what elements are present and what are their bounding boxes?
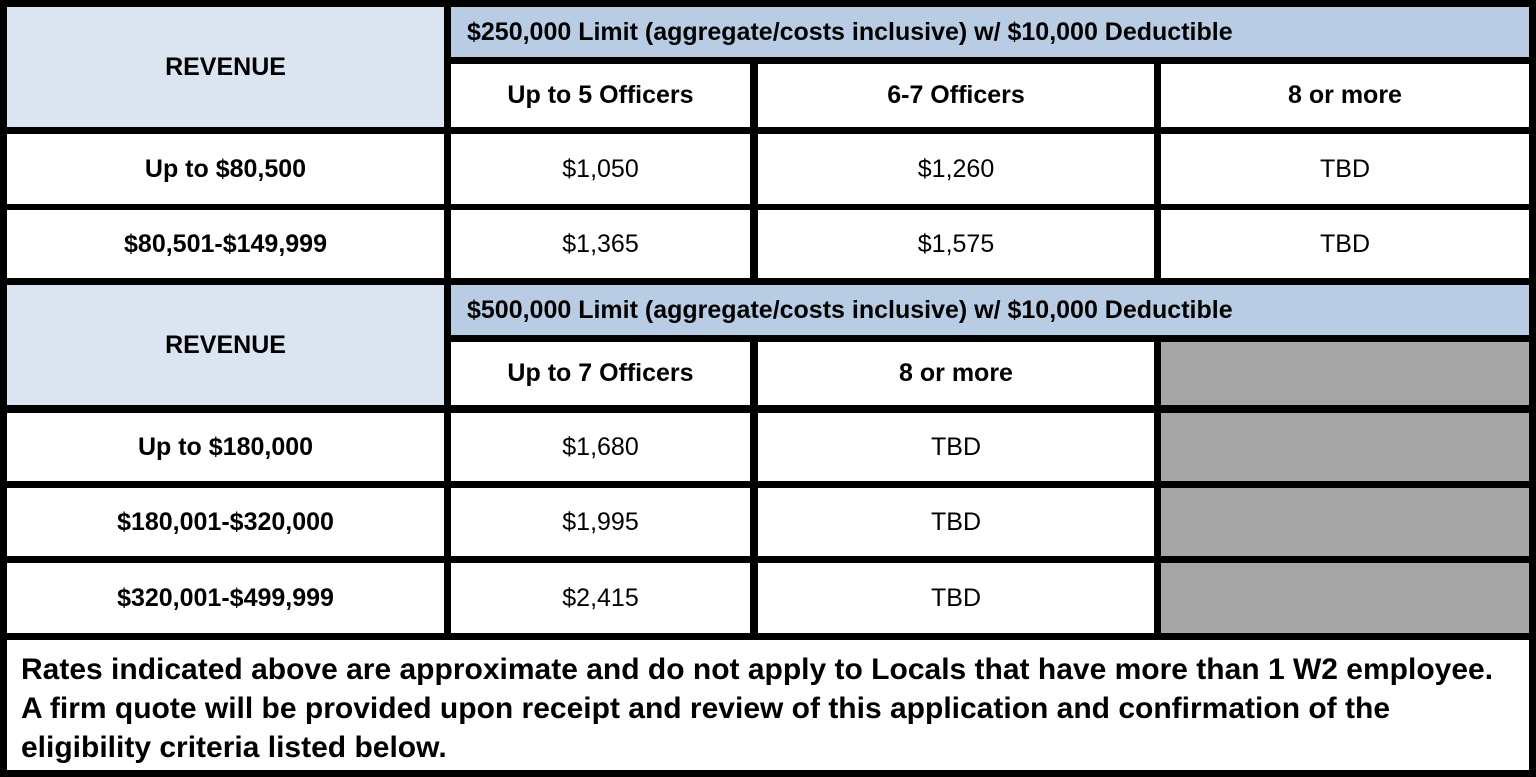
rate-cell: $1,050	[451, 134, 750, 204]
empty-grey-cell	[1161, 342, 1529, 405]
empty-grey-cell	[1161, 488, 1529, 556]
column-header-8-or-more: 8 or more	[758, 342, 1154, 405]
empty-grey-cell	[1161, 563, 1529, 633]
rate-cell: $1,365	[451, 210, 750, 278]
revenue-cell: Up to $80,500	[7, 134, 444, 204]
rate-cell: TBD	[1161, 210, 1529, 278]
revenue-header-2: REVENUE	[7, 285, 444, 405]
rate-cell: TBD	[758, 488, 1154, 556]
rate-cell: TBD	[758, 413, 1154, 481]
limit-header-500k: $500,000 Limit (aggregate/costs inclusive) w/ $10,000 Deductible	[451, 285, 1529, 335]
revenue-cell: $80,501-$149,999	[7, 210, 444, 278]
rate-cell: $1,260	[758, 134, 1154, 204]
footnote: Rates indicated above are approximate and do not apply to Locals that have more than 1 W2 employee. A firm quote will be provided upon receipt and review of this application and confirmation of the eligibility criteria listed below.	[7, 640, 1529, 770]
column-header-up-to-5-officers: Up to 5 Officers	[451, 64, 750, 127]
revenue-header-1: REVENUE	[7, 7, 444, 127]
limit-header-250k: $250,000 Limit (aggregate/costs inclusive) w/ $10,000 Deductible	[451, 7, 1529, 57]
column-header-6-7-officers: 6-7 Officers	[758, 64, 1154, 127]
rate-cell: TBD	[758, 563, 1154, 633]
rate-cell: $1,575	[758, 210, 1154, 278]
revenue-cell: $180,001-$320,000	[7, 488, 444, 556]
empty-grey-cell	[1161, 413, 1529, 481]
rate-cell: $2,415	[451, 563, 750, 633]
rate-cell: $1,995	[451, 488, 750, 556]
revenue-cell: $320,001-$499,999	[7, 563, 444, 633]
column-header-8-or-more: 8 or more	[1161, 64, 1529, 127]
rate-cell: $1,680	[451, 413, 750, 481]
rate-cell: TBD	[1161, 134, 1529, 204]
revenue-cell: Up to $180,000	[7, 413, 444, 481]
column-header-up-to-7-officers: Up to 7 Officers	[451, 342, 750, 405]
